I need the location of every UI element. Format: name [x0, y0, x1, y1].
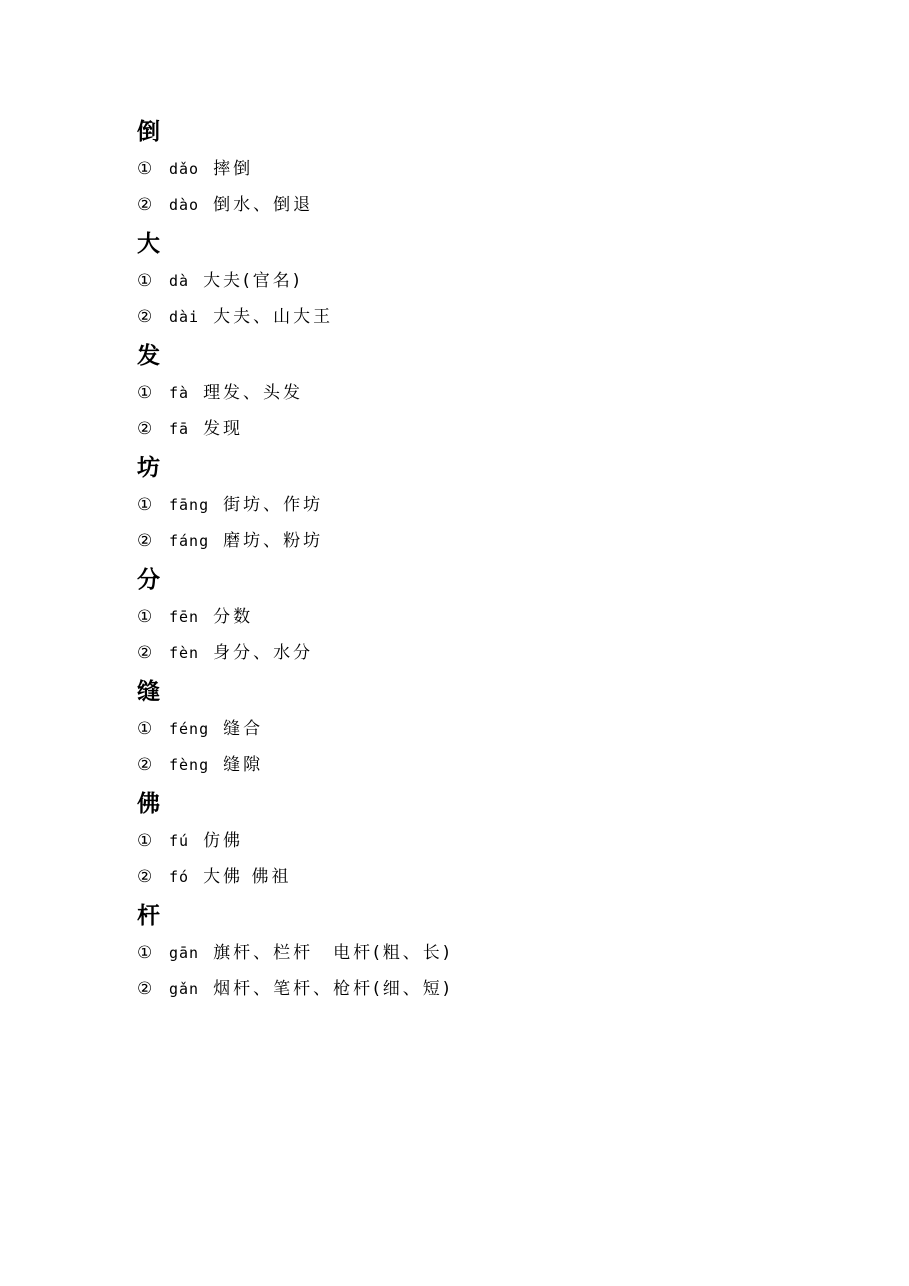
- pinyin: fà: [169, 384, 190, 402]
- entry-fen: [137, 565, 837, 665]
- pinyin: fēn: [169, 608, 200, 626]
- reading-line: [137, 381, 837, 405]
- pinyin: dà: [169, 272, 190, 290]
- pinyin: fāng: [169, 496, 210, 514]
- reading-marker: ②: [137, 643, 153, 663]
- reading-marker: ①: [137, 495, 153, 515]
- example-words: 摔倒: [213, 159, 254, 179]
- entry-dao: [137, 117, 837, 217]
- entry-feng: [137, 677, 837, 777]
- reading-marker: ②: [137, 307, 153, 327]
- reading-marker: ①: [137, 831, 153, 851]
- example-words: 倒水、倒退: [213, 195, 314, 215]
- reading-marker: ①: [137, 719, 153, 739]
- example-words: 缝隙: [223, 755, 264, 775]
- entry-fo: [137, 789, 837, 889]
- example-words: 缝合: [223, 719, 264, 739]
- pinyin: gān: [169, 944, 200, 962]
- reading-line: [137, 865, 837, 889]
- reading-line: [137, 829, 837, 853]
- example-words: 大佛 佛祖: [203, 867, 292, 887]
- entry-fang: [137, 453, 837, 553]
- headword: 倒: [137, 119, 160, 145]
- reading-marker: ①: [137, 159, 153, 179]
- reading-marker: ①: [137, 383, 153, 403]
- pinyin: fèn: [169, 644, 200, 662]
- example-words: 分数: [213, 607, 254, 627]
- reading-line: [137, 417, 837, 441]
- pinyin: dào: [169, 196, 200, 214]
- example-words: 大夫(官名): [203, 271, 303, 291]
- pinyin: fèng: [169, 756, 210, 774]
- example-words: 磨坊、粉坊: [223, 531, 324, 551]
- pinyin: fáng: [169, 532, 210, 550]
- reading-line: [137, 529, 837, 553]
- reading-line: [137, 641, 837, 665]
- entry-gan: [137, 901, 837, 1001]
- example-words: 身分、水分: [213, 643, 314, 663]
- polyphonic-character-list: [137, 113, 837, 1013]
- pinyin: dǎo: [169, 160, 200, 178]
- pinyin: dài: [169, 308, 200, 326]
- reading-marker: ②: [137, 195, 153, 215]
- example-words: 大夫、山大王: [213, 307, 334, 327]
- pinyin: fú: [169, 832, 190, 850]
- reading-marker: ②: [137, 755, 153, 775]
- example-words: 烟杆、笔杆、枪杆(细、短): [213, 979, 453, 999]
- reading-marker: ①: [137, 943, 153, 963]
- reading-marker: ②: [137, 531, 153, 551]
- example-words: 街坊、作坊: [223, 495, 324, 515]
- reading-marker: ②: [137, 419, 153, 439]
- headword: 缝: [137, 679, 160, 705]
- pinyin: fó: [169, 868, 190, 886]
- pinyin: fā: [169, 420, 190, 438]
- headword: 大: [137, 231, 160, 257]
- reading-marker: ①: [137, 271, 153, 291]
- headword: 坊: [137, 455, 160, 481]
- headword: 佛: [137, 791, 160, 817]
- example-words: 旗杆、栏杆 电杆(粗、长): [213, 943, 453, 963]
- example-words: 发现: [203, 419, 244, 439]
- pinyin: féng: [169, 720, 210, 738]
- reading-line: [137, 753, 837, 777]
- reading-line: [137, 717, 837, 741]
- pinyin: gǎn: [169, 980, 200, 998]
- reading-line: [137, 269, 837, 293]
- reading-line: [137, 977, 837, 1001]
- reading-line: [137, 193, 837, 217]
- example-words: 仿佛: [203, 831, 244, 851]
- headword: 发: [137, 343, 160, 369]
- headword: 杆: [137, 903, 160, 929]
- reading-line: [137, 605, 837, 629]
- reading-line: [137, 305, 837, 329]
- reading-marker: ②: [137, 979, 153, 999]
- reading-line: [137, 157, 837, 181]
- reading-marker: ①: [137, 607, 153, 627]
- entry-fa: [137, 341, 837, 441]
- entry-da: [137, 229, 837, 329]
- reading-marker: ②: [137, 867, 153, 887]
- example-words: 理发、头发: [203, 383, 304, 403]
- reading-line: [137, 941, 837, 965]
- reading-line: [137, 493, 837, 517]
- headword: 分: [137, 567, 160, 593]
